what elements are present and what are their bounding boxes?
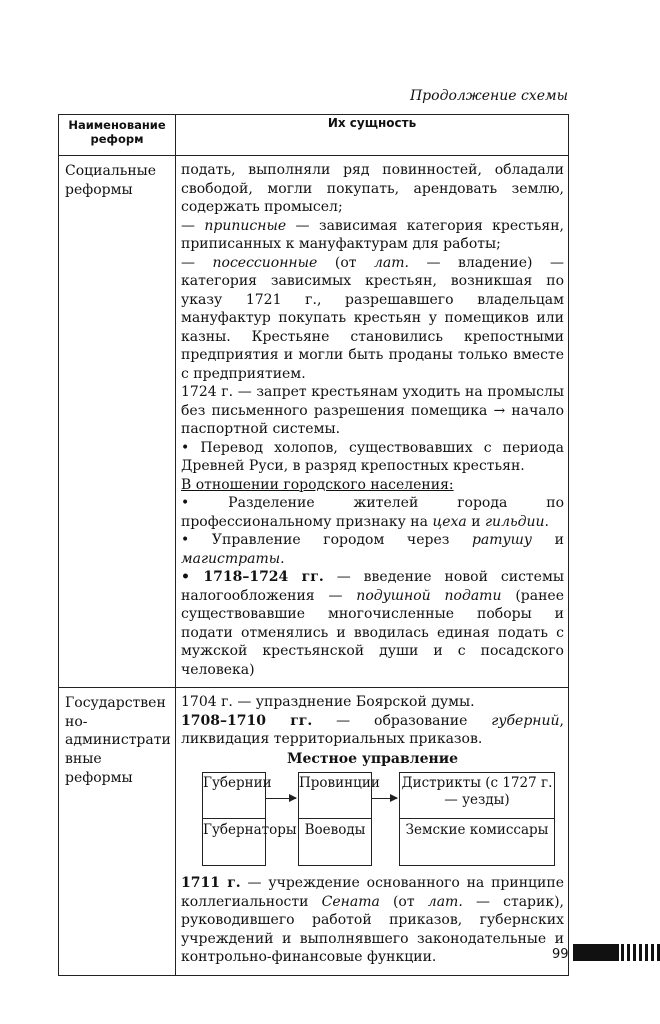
- paragraph: • 1718–1724 гг. — введение новой системы налогообложения — подушной подати (ранее существовавшие многочисленные поборы и подати отменялись и вводилась единая подать с мужской крестьянской души и с посадского человека): [181, 569, 564, 678]
- diagram-box-provintsii: [298, 772, 380, 866]
- paragraph: подать, выполняли ряд повинностей, обладали свободой, могли покупать, арендовать землю, содержать промысел;: [181, 162, 564, 215]
- table-header-row: [59, 115, 569, 156]
- row-social-name: Социальные реформы: [59, 156, 176, 688]
- row-state-content: [176, 688, 569, 976]
- diagram-cell: Земские комиссары: [405, 822, 549, 838]
- header-essence: Их сущность: [176, 115, 569, 156]
- row-state-name: Государственно-административные реформы: [59, 688, 176, 976]
- arrow-icon: [371, 798, 397, 799]
- diagram-cell: Дистрикты (с 1727 г. — уезды): [401, 775, 553, 808]
- table-row: [59, 156, 569, 688]
- diagram-cell: Губернаторы: [203, 822, 297, 838]
- diagram-box-gubernii: [202, 772, 297, 866]
- paragraph: 1711 г. — учреждение основанного на принципе коллегиальности Сената (от лат. — старик), руководившего работой приказов, губернских учреждений и выполнявшего законодательные и контрольно-финансовые функции.: [181, 875, 565, 965]
- subheading: В отношении городского населения:: [181, 476, 454, 493]
- paragraph: 1708–1710 гг. — образование губерний, ликвидация территориальных приказов.: [181, 712, 564, 747]
- page-marker-bar-icon: [573, 944, 660, 961]
- paragraph: 1704 г. — упразднение Боярской думы.: [181, 694, 475, 710]
- row-social-content: [176, 156, 569, 688]
- diagram-cell: Губернии: [203, 775, 272, 791]
- diagram-title: Местное управление: [286, 750, 459, 767]
- local-government-diagram: [181, 772, 564, 866]
- reforms-table: [58, 114, 569, 976]
- paragraph: 1724 г. — запрет крестьянам уходить на промыслы без письменного разрешения помещика → начало паспортной системы.: [181, 384, 564, 437]
- arrow-icon: [265, 798, 296, 799]
- paragraph: • Управление городом через ратушу и магистраты.: [181, 532, 564, 567]
- page-number: 99: [552, 947, 569, 962]
- paragraph: — приписные — зависимая категория крестьян, приписанных к мануфактурам для работы;: [181, 217, 564, 252]
- diagram-cell: Провинции: [299, 775, 380, 791]
- diagram-cell: Воеводы: [304, 822, 366, 838]
- paragraph: • Перевод холопов, существовавших с периода Древней Руси, в разряд крепостных крестьян.: [181, 439, 564, 474]
- paragraph: — посессионные (от лат. — владение) — категория зависимых крестьян, возникшая по указу 1721 г., разрешавшего владельцам мануфактур покупать крестьян у помещиков или казны. Крестьяне становились крепостными предприятия и могли быть проданы только вместе с предприятием.: [181, 254, 564, 382]
- diagram-box-distrikty: [399, 772, 555, 866]
- continuation-caption: Продолжение схемы: [409, 88, 568, 104]
- header-reform-name: Наименование реформ: [59, 115, 176, 156]
- paragraph: • Разделение жителей города по профессиональному признаку на цеха и гильдии.: [181, 495, 564, 530]
- table-row: [59, 688, 569, 976]
